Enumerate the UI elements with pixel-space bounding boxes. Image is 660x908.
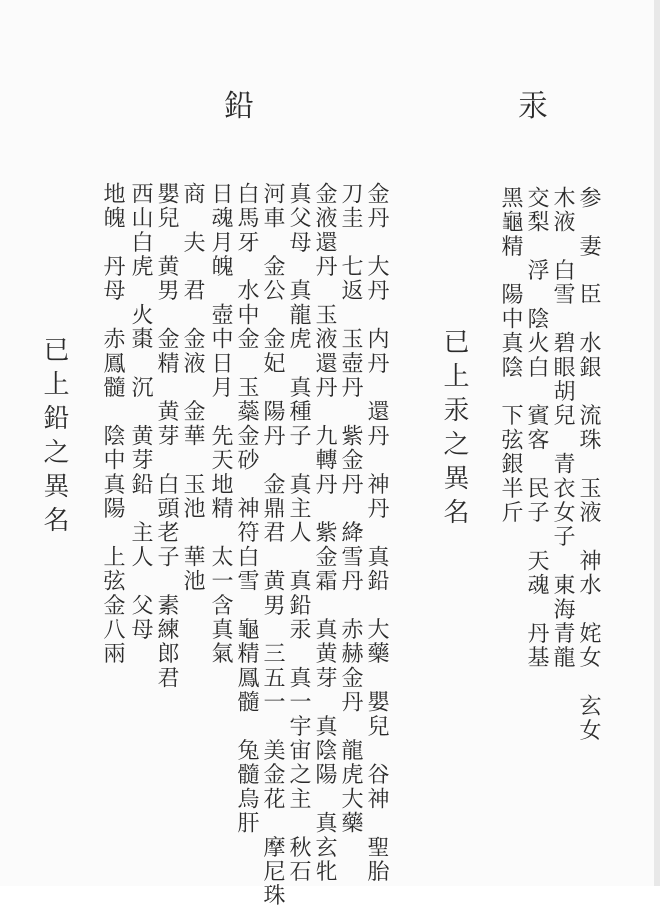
lead-column-10: 西山白虎 火棗 沉 黄芽鉛 主人 父母 bbox=[128, 182, 153, 642]
lead-column-7: 日魂月魄 壺中日月 先天地精 太一含真氣 bbox=[208, 182, 233, 666]
lead-column-2: 刀圭 七返 玉壺丹 紫金丹 絳雪丹 赤赫金丹 龍虎大藥 bbox=[338, 182, 363, 836]
lead-column-6: 白馬牙 水中金 玉蘂金砂 神符白雪 龜精鳳髓 兔髓烏肝 bbox=[234, 182, 259, 836]
lead-column-3: 金液還丹 玉液還丹 九轉丹 紫金霜 真黄芽 真陰陽 真玄牝 bbox=[312, 182, 337, 884]
lead-column-4: 真父母 真龍虎 真種子 真主人 真鉛汞 真一宇宙之主 秋石 bbox=[286, 182, 311, 884]
mercury-heading: 汞 bbox=[518, 89, 548, 124]
lead-column-8: 商 夫 君 金液 金華 玉池 華池 bbox=[180, 182, 205, 594]
lead-column-5: 河車 金公 金妃 陽丹 金鼎君 黄男 三五一 美金花 摩尼珠 bbox=[260, 182, 285, 908]
page-edge bbox=[654, 0, 660, 886]
mercury-column-3: 交梨 浮 陰火白 賓客 民子 天魂 丹基 bbox=[524, 186, 549, 670]
lead-note: 已上鉛之異名 bbox=[39, 336, 69, 540]
mercury-note: 已上汞之異名 bbox=[439, 328, 469, 532]
lead-column-1: 金丹 大丹 内丹 還丹 神丹 真鉛 大藥 嬰兒 谷神 聖胎 bbox=[364, 182, 389, 884]
mercury-column-1: 参 妻 臣 水銀 流珠 玉液 神水 姹女 玄女 bbox=[576, 186, 601, 743]
mercury-column-2: 木液 白雪 碧眼胡兒 青衣女子 東海青龍 bbox=[550, 186, 575, 670]
lead-column-9: 嬰兒 黄男 金精 黄芽 白頭老子 素練郎君 bbox=[154, 182, 179, 691]
mercury-column-4: 黑龜精 陽中真陰 下弦銀半斤 bbox=[498, 186, 523, 525]
lead-column-11: 地魄 丹母 赤鳳髓 陰中真陽 上弦金八兩 bbox=[100, 182, 125, 666]
lead-heading: 鉛 bbox=[224, 89, 254, 124]
